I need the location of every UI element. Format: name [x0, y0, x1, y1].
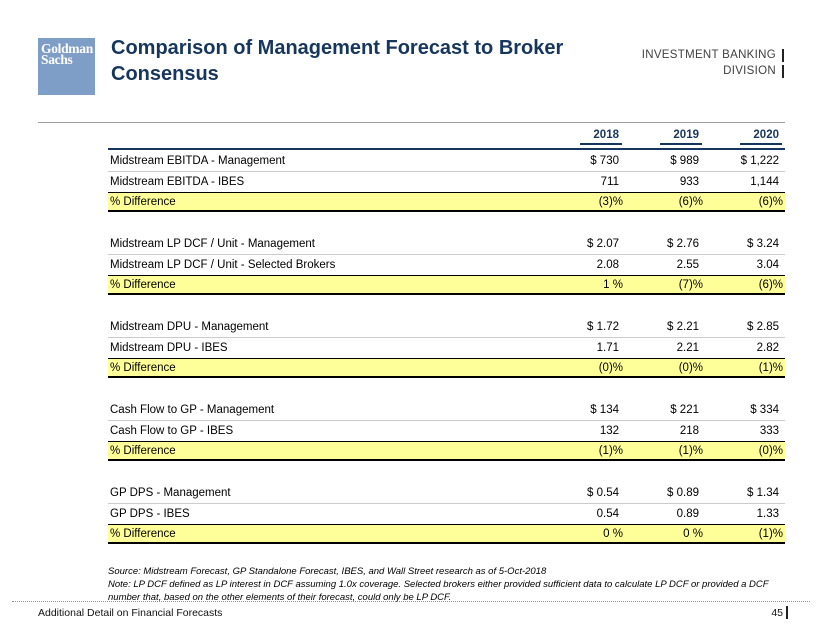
value-cell-2020: $ 1,222: [740, 154, 779, 167]
table-section: [108, 150, 785, 212]
value-cell-2020: 3.04: [756, 259, 779, 271]
row-label: Midstream DPU - IBES: [110, 342, 228, 354]
value-cell-2019: 933: [679, 176, 699, 188]
value-cell-2018: $ 134: [590, 403, 619, 416]
division-label: [642, 47, 784, 79]
page-title: [111, 35, 563, 88]
table-row: [108, 316, 785, 338]
value-cell-2018: (0)%: [598, 361, 623, 374]
value-cell-2019: 0 %: [683, 527, 703, 540]
year-header-row: [108, 129, 785, 150]
division-line1: INVESTMENT BANKING: [641, 49, 776, 61]
page-number: 45: [771, 606, 788, 619]
value-cell-2018: $ 0.54: [587, 486, 619, 499]
value-cell-2019: 0.89: [676, 508, 699, 520]
header-divider: [38, 122, 785, 123]
value-cell-2019: $ 989: [670, 154, 699, 167]
value-cell-2018: $ 1.72: [587, 320, 619, 333]
row-label: % Difference: [110, 278, 176, 291]
value-cell-2018: 1.71: [596, 342, 619, 354]
year-header-2018: 2018: [580, 129, 622, 145]
row-label: Midstream LP DCF / Unit - Selected Brokers: [110, 259, 336, 271]
value-cell-2020: (6)%: [758, 278, 783, 291]
value-cell-2020: (6)%: [758, 195, 783, 208]
row-label: Cash Flow to GP - Management: [110, 403, 275, 416]
value-cell-2019: (1)%: [678, 444, 703, 457]
value-cell-2018: 711: [600, 176, 619, 188]
value-cell-2018: (3)%: [598, 195, 623, 208]
value-cell-2020: $ 2.85: [747, 320, 779, 333]
value-cell-2019: 2.55: [676, 259, 699, 271]
footnotes: [108, 565, 785, 604]
row-label: GP DPS - IBES: [110, 508, 190, 520]
row-label: Midstream EBITDA - Management: [110, 154, 286, 167]
difference-row: [108, 193, 785, 212]
division-bar-icon: [782, 49, 784, 62]
table-row: [108, 255, 785, 276]
value-cell-2020: 333: [759, 425, 779, 437]
value-cell-2019: 2.21: [676, 342, 699, 354]
forecast-table: [108, 129, 785, 544]
logo-text-line2: Sachs: [41, 52, 73, 68]
row-label: % Difference: [110, 361, 176, 374]
value-cell-2019: $ 2.21: [667, 320, 699, 333]
value-cell-2020: $ 3.24: [747, 237, 779, 250]
year-header-2019: 2019: [660, 129, 702, 145]
table-row: [108, 421, 785, 442]
division-line2: DIVISION: [723, 65, 776, 77]
table-row: [108, 150, 785, 172]
value-cell-2019: (7)%: [678, 278, 703, 291]
table-sections: [108, 150, 785, 544]
value-cell-2020: 2.82: [756, 342, 779, 354]
table-row: [108, 482, 785, 504]
division-bar-icon: [782, 65, 784, 78]
value-cell-2018: 2.08: [596, 259, 619, 271]
value-cell-2020: 1,144: [750, 176, 779, 188]
row-label: Midstream LP DCF / Unit - Management: [110, 237, 315, 250]
value-cell-2019: (0)%: [678, 361, 703, 374]
difference-row: [108, 442, 785, 461]
value-cell-2020: (1)%: [758, 361, 783, 374]
value-cell-2018: $ 2.07: [587, 237, 619, 250]
table-section: [108, 316, 785, 378]
page-title-line1: Comparison of Management Forecast to Broker: [111, 37, 564, 59]
value-cell-2018: (1)%: [598, 444, 623, 457]
table-section: [108, 482, 785, 544]
difference-row: [108, 276, 785, 295]
source-note: Source: Midstream Forecast, GP Standalone Forecast, IBES, and Wall Street research as of 5-Oct-2018: [108, 566, 547, 577]
value-cell-2020: $ 1.34: [747, 486, 779, 499]
row-label: GP DPS - Management: [110, 486, 231, 499]
value-cell-2019: $ 0.89: [667, 486, 699, 499]
value-cell-2019: $ 2.76: [667, 237, 699, 250]
value-cell-2020: $ 334: [750, 403, 779, 416]
difference-row: [108, 359, 785, 378]
page-title-line2: Consensus: [111, 63, 219, 86]
table-row: [108, 233, 785, 255]
logo-text-line1: Goldman: [41, 41, 93, 56]
table-section: [108, 233, 785, 295]
goldman-sachs-logo: [38, 38, 95, 95]
slide-footer: [0, 601, 822, 619]
row-label: % Difference: [110, 527, 176, 540]
footer-divider: [12, 601, 810, 602]
value-cell-2020: 1.33: [756, 508, 779, 520]
table-row: [108, 172, 785, 193]
row-label: Midstream DPU - Management: [110, 320, 269, 333]
slide-header: [0, 0, 822, 95]
year-header-2020: 2020: [740, 129, 782, 145]
value-cell-2019: $ 221: [670, 403, 699, 416]
row-label: % Difference: [110, 195, 176, 208]
footer-section-label: Additional Detail on Financial Forecasts: [38, 606, 223, 619]
table-row: [108, 338, 785, 359]
value-cell-2020: (1)%: [758, 527, 783, 540]
value-cell-2018: 132: [599, 425, 619, 437]
value-cell-2018: 1 %: [603, 278, 623, 291]
value-cell-2019: 218: [679, 425, 699, 437]
row-label: % Difference: [110, 444, 176, 457]
difference-row: [108, 525, 785, 544]
value-cell-2018: $ 730: [590, 154, 619, 167]
row-label: Midstream EBITDA - IBES: [110, 176, 245, 188]
definition-note: Note: LP DCF defined as LP interest in DCF assuming 1.0x coverage. Selected brokers either provided sufficient data to calculate LP DCF or provided a DCF number that, based on the other elements of their forecast, could only be LP DCF.: [108, 579, 769, 604]
value-cell-2018: 0 %: [603, 527, 623, 540]
page-number-bar-icon: [786, 606, 788, 619]
value-cell-2020: (0)%: [758, 444, 783, 457]
value-cell-2019: (6)%: [678, 195, 703, 208]
table-row: [108, 504, 785, 525]
table-row: [108, 399, 785, 421]
row-label: Cash Flow to GP - IBES: [110, 425, 234, 437]
value-cell-2018: 0.54: [596, 508, 619, 520]
table-section: [108, 399, 785, 461]
